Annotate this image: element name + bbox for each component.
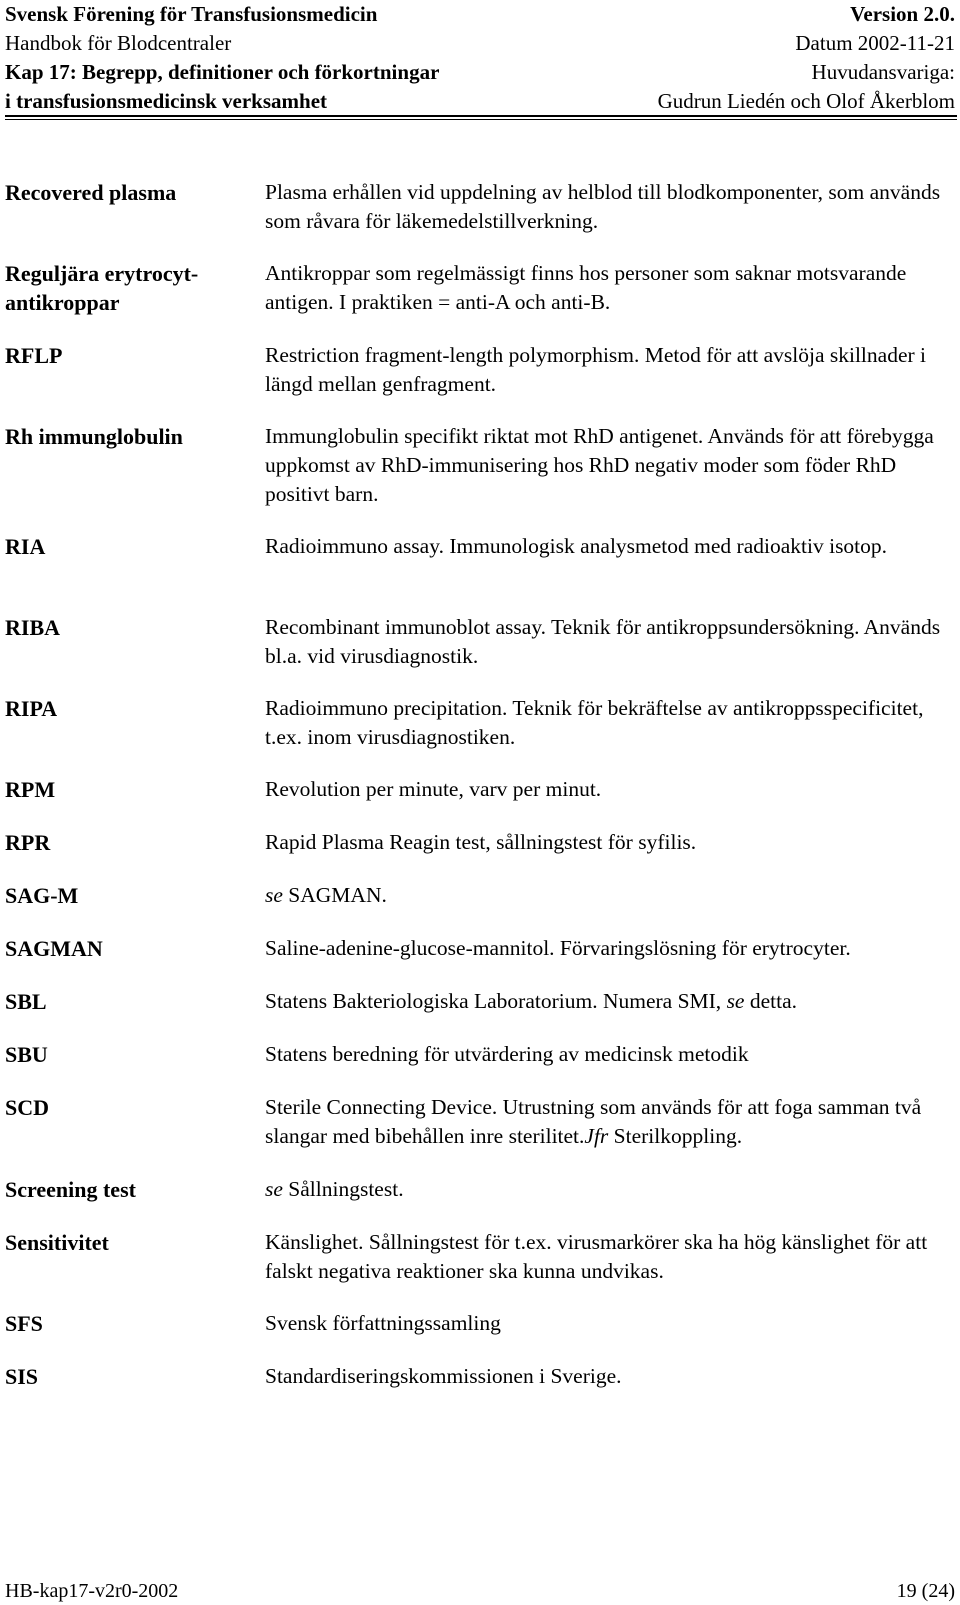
def-riba: Recombinant immunoblot assay. Teknik för antikroppsundersökning. Används bl.a. vid virusdiagnostik. (265, 615, 941, 668)
def-screening-test (265, 1175, 957, 1204)
page-footer (5, 1578, 955, 1604)
def-sag-m (265, 881, 957, 910)
header-row-4 (5, 87, 955, 116)
term-rpm: RPM (5, 777, 56, 802)
def-sag-m-italic: se (265, 883, 283, 907)
def-rflp: Restriction fragment-length polymorphism. Metod för att avslöja skillnader i längd mellan genfragment. (265, 343, 926, 396)
term-ripa: RIPA (5, 696, 58, 721)
responsible-label: Huvudansvariga: (811, 60, 955, 84)
def-scd-tail: Sterilkoppling. (608, 1124, 743, 1148)
def-sbl-text: Statens Bakteriologiska Laboratorium. Numera SMI, (265, 989, 727, 1013)
def-screening-test-italic: se (265, 1177, 283, 1201)
term-screening-test: Screening test (5, 1177, 136, 1202)
def-scd-text: Sterile Connecting Device. Utrustning som används för att foga samman två slangar med bibehållen inre sterilitet. (265, 1095, 922, 1148)
page-header (5, 0, 955, 116)
def-sbl-italic: se (726, 989, 745, 1013)
def-scd (265, 1093, 957, 1151)
term-ria: RIA (5, 534, 46, 559)
term-sbl: SBL (5, 989, 47, 1014)
term-rpr: RPR (5, 830, 51, 855)
def-ripa: Radioimmuno precipitation. Teknik för bekräftelse av antikroppsspecificitet, t.ex. inom virusdiagnostiken. (265, 696, 924, 749)
def-rpr: Rapid Plasma Reagin test, sållningstest för syfilis. (265, 830, 697, 854)
term-scd: SCD (5, 1095, 50, 1120)
def-rpm: Revolution per minute, varv per minut. (265, 777, 602, 801)
term-sfs: SFS (5, 1311, 43, 1336)
def-rh-immunglobulin: Immunglobulin specifikt riktat mot RhD antigenet. Används för att förebygga uppkomst av RhD-immunisering hos RhD negativ moder som föder RhD positivt barn. (265, 424, 934, 506)
date-label: Datum 2002-11-21 (795, 31, 955, 55)
def-recovered-plasma: Plasma erhållen vid uppdelning av helblod till blodkomponenter, som används som råvara för läkemedelstillverkning. (265, 180, 941, 233)
term-rh-immunglobulin: Rh immunglobulin (5, 424, 183, 449)
chapter-subtitle: i transfusionsmedicinsk verksamhet (5, 89, 328, 113)
def-reguljara-erytrocytantikroppar: Antikroppar som regelmässigt finns hos personer som saknar motsvarande antigen. I praktiken = anti-A och anti-B. (265, 261, 907, 314)
term-sagman: SAGMAN (5, 936, 103, 961)
header-divider (5, 115, 957, 117)
version-label: Version 2.0. (850, 2, 955, 26)
def-sbu: Statens beredning för utvärdering av medicinsk metodik (265, 1042, 749, 1066)
def-sagman: Saline-adenine-glucose-mannitol. Förvaringslösning för erytrocyter. (265, 936, 851, 960)
handbook-title: Handbok för Blodcentraler (5, 31, 232, 55)
term-sis: SIS (5, 1364, 39, 1389)
def-sensitivitet: Känslighet. Sållningstest för t.ex. virusmarkörer ska ha hög känslighet för att falskt negativa reaktioner ska kunna undvikas. (265, 1230, 928, 1283)
term-sensitivitet: Sensitivitet (5, 1230, 109, 1255)
def-sis: Standardiseringskommissionen i Sverige. (265, 1364, 622, 1388)
responsible-names: Gudrun Liedén och Olof Åkerblom (657, 89, 955, 113)
def-sbl (265, 987, 957, 1016)
header-row-1 (5, 0, 955, 29)
def-sbl-tail: detta. (744, 989, 798, 1013)
term-sag-m: SAG-M (5, 883, 79, 908)
term-riba: RIBA (5, 615, 61, 640)
term-recovered-plasma: Recovered plasma (5, 180, 177, 205)
term-rflp: RFLP (5, 343, 63, 368)
def-screening-test-text: Sållningstest. (282, 1177, 404, 1201)
header-row-3 (5, 58, 955, 87)
def-scd-italic: Jfr (584, 1124, 609, 1148)
society-name: Svensk Förening för Transfusionsmedicin (5, 2, 378, 26)
header-divider-thin (5, 119, 957, 120)
page-number: 19 (24) (896, 1580, 955, 1602)
def-sag-m-text: SAGMAN. (282, 883, 387, 907)
term-reguljara-erytrocytantikroppar: Reguljära erytrocyt-antikroppar (5, 261, 199, 315)
def-ria: Radioimmuno assay. Immunologisk analysmetod med radioaktiv isotop. (265, 534, 888, 558)
document-id: HB-kap17-v2r0-2002 (5, 1580, 179, 1602)
term-sbu: SBU (5, 1042, 48, 1067)
header-row-2 (5, 29, 955, 58)
chapter-title: Kap 17: Begrepp, definitioner och förkortningar (5, 60, 440, 84)
def-sfs: Svensk författningssamling (265, 1311, 501, 1335)
